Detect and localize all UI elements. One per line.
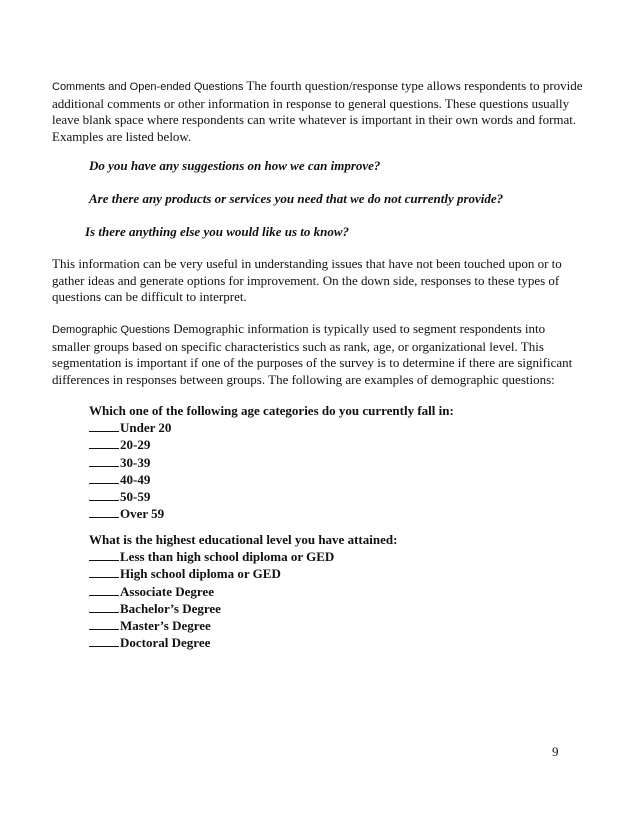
answer-blank[interactable] [89,436,119,449]
answer-blank[interactable] [89,548,119,561]
age-option-label: 40-49 [120,471,151,487]
age-option-label: Over 59 [120,506,165,522]
answer-blank[interactable] [89,617,119,630]
age-option [89,488,454,505]
age-question-prompt: Which one of the following age categories do you currently fall in: [89,403,454,418]
open-ended-note: This information can be very useful in understanding issues that have not been touched upon or to gather ideas and generate options for improvement. On the down side, responses to these types of questions can be difficult to interpret. [52,256,562,304]
age-option [89,419,454,436]
example-question-2: Are there any products or services you need that we do not currently provide? [89,191,504,206]
answer-blank[interactable] [89,505,119,518]
age-option-label: Under 20 [120,420,172,436]
age-option-label: 20-29 [120,437,151,453]
age-option [89,471,454,488]
comments-paragraph [52,78,586,145]
age-question-block [89,403,454,522]
education-option-label: Bachelor’s Degree [120,600,221,616]
education-option [89,565,397,582]
education-option [89,548,397,565]
education-question-block [89,532,397,651]
age-option-label: 50-59 [120,489,151,505]
answer-blank[interactable] [89,634,119,647]
age-option [89,454,454,471]
answer-blank[interactable] [89,454,119,467]
age-option [89,505,454,522]
age-option [89,436,454,453]
example-question-3: Is there anything else you would like us to know? [85,224,350,239]
comments-body: The fourth question/response type allows respondents to provide additional comments or other information in response to general questions. These questions usually leave blank space where respondents can write whatever is important in their own words and format. Examples are listed below. [52,78,583,144]
education-option [89,583,397,600]
education-option-label: Associate Degree [120,583,214,599]
example-question-1: Do you have any suggestions on how we can improve? [89,158,381,173]
demographic-paragraph [52,321,586,388]
answer-blank[interactable] [89,419,119,432]
answer-blank[interactable] [89,583,119,596]
demographic-body: Demographic information is typically used to segment respondents into smaller groups based on specific characteristics such as rank, age, or organizational level. This segmentation is important if one of the purposes of the survey is to determine if there are significant differences in responses between groups. The following are examples of demographic questions: [52,321,573,387]
education-option [89,634,397,651]
age-option-label: 30-39 [120,454,151,470]
page-number: 9 [552,744,559,759]
education-option [89,600,397,617]
answer-blank[interactable] [89,488,119,501]
education-option-label: Less than high school diploma or GED [120,549,335,565]
answer-blank[interactable] [89,600,119,613]
education-option-label: Doctoral Degree [120,635,211,651]
education-question-prompt: What is the highest educational level you have attained: [89,532,398,547]
answer-blank[interactable] [89,565,119,578]
answer-blank[interactable] [89,471,119,484]
education-option-label: High school diploma or GED [120,566,281,582]
comments-heading: Comments and Open-ended Questions [52,81,244,93]
education-option-label: Master’s Degree [120,618,211,634]
demographic-heading: Demographic Questions [52,324,171,336]
education-option [89,617,397,634]
